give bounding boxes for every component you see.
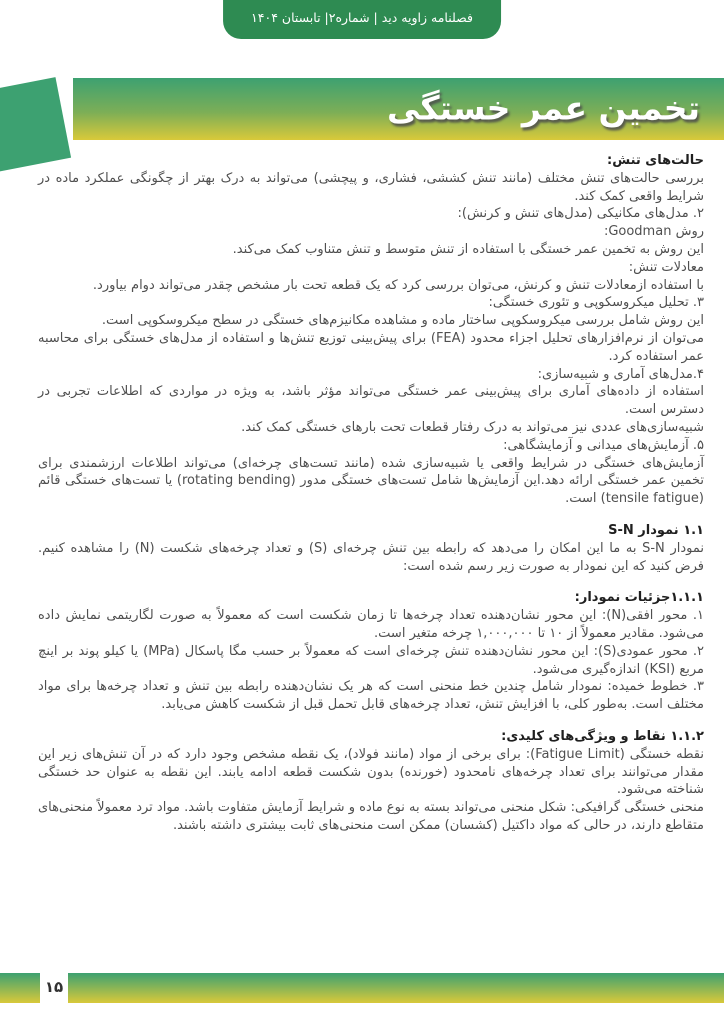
paragraph: ۳. خطوط خمیده: نمودار شامل چندین خط منحنی است که هر یک نشان‌دهنده رابطه بین تنش و تعداد چرخه‌ها برای مواد مختلف است. به‌طور کلی، با افزایش تنش، تعداد چرخه‌های قابل تحمل قبل از شکست کاهش می‌یابد. <box>38 679 704 713</box>
section-heading: ۱.۱.۱جزئیات نمودار: <box>574 590 704 606</box>
article-content <box>38 152 704 835</box>
paragraph: بررسی حالت‌های تنش مختلف (مانند تنش کششی، فشاری، و پیچشی) می‌تواند به درک بهتر از چگونگی عملکرد ماده در شرایط واقعی کمک کند. <box>38 170 704 204</box>
paragraph: روش Goodman: <box>603 224 704 240</box>
paragraph: می‌توان از نرم‌افزارهای تحلیل اجزاء محدود (FEA) برای پیش‌بینی توزیع تنش‌ها و استفاده از مدل‌های خستگی برای محاسبه عمر استفاده کرد. <box>38 330 704 364</box>
title-banner <box>73 78 724 140</box>
paragraph: نمودار S-N به ما این امکان را می‌دهد که رابطه بین تنش چرخه‌ای (S) و تعداد چرخه‌های شکست (N) را مشاهده کنیم. فرض کنید که این نمودار به صورت زیر رسم شده است: <box>38 540 704 574</box>
issue-badge: فصلنامه زاویه دید | شماره۲| تابستان ۱۴۰۴ <box>223 0 501 39</box>
paragraph: ۴.مدل‌های آماری و شبیه‌سازی: <box>537 366 704 382</box>
section-heading: ۱.۱.۲ نقاط و ویژگی‌های کلیدی: <box>501 728 704 744</box>
paragraph: نقطه خستگی (Fatigue Limit): برای برخی از مواد (مانند فولاد)، یک نقطه مشخص وجود دارد که در آن تنش‌های زیر این مقدار می‌توانند برای تعداد چرخه‌های نامحدود (خورنده) بدون شکست قطعه ادامه یابند. این نقطه به عنوان حد خستگی شناخته می‌شود. <box>38 746 704 798</box>
paragraph: این روش شامل بررسی میکروسکوپی ساختار ماده و مشاهده مکانیزم‌های خستگی در سطح میکروسکوپی است. <box>101 313 704 329</box>
paragraph: ۱. محور افقی(N): این محور نشان‌دهنده تعداد چرخه‌ها تا زمان شکست است که معمولاً به صورت لگاریتمی نمایش داده می‌شود. مقادیر معمولاً از ۱۰ تا ۱,۰۰۰,۰۰۰ چرخه متغیر است. <box>38 608 704 641</box>
paragraph: این روش به تخمین عمر خستگی با استفاده از تنش متوسط و تنش متناوب کمک می‌کند. <box>232 241 704 257</box>
paragraph: با استفاده ازمعادلات تنش و کرنش، می‌توان بررسی کرد که یک قطعه تحت بار مشخص چقدر می‌تواند دوام بیاورد. <box>92 277 704 293</box>
paragraph: ۵. آزمایش‌های میدانی و آزمایشگاهی: <box>503 437 704 453</box>
paragraph: ۲. مدل‌های مکانیکی (مدل‌های تنش و کرنش): <box>457 206 704 222</box>
paragraph: ۳. تحلیل میکروسکوپی و تئوری خستگی: <box>488 295 704 311</box>
section-heading: حالت‌های تنش: <box>607 153 704 168</box>
footer-bar-main <box>68 973 724 1003</box>
paragraph: شبیه‌سازی‌های عددی نیز می‌تواند به درک رفتار قطعات تحت بارهای خستگی کمک کند. <box>241 419 704 435</box>
footer-bar-left <box>0 973 40 1003</box>
page-number: ۱۵ <box>44 978 64 996</box>
page-title: تخمین عمر خستگی <box>386 88 700 128</box>
section-heading: ۱.۱ نمودار S-N <box>608 522 704 538</box>
paragraph: منحنی خستگی گرافیکی: شکل منحنی می‌تواند بسته به نوع ماده و شرایط آزمایش متفاوت باشد. مواد ترد معمولاً منحنی‌های متقاطع دارند، در حالی که مواد داکتیل (کشسان) ممکن است منحنی‌های ثابت بیشتری داشته باشند. <box>38 800 704 833</box>
paragraph: استفاده از داده‌های آماری برای پیش‌بینی عمر خستگی می‌تواند مؤثر باشد، به ویژه در مواردی که اطلاعات تجربی در دسترس است. <box>38 384 704 418</box>
paragraph: معادلات تنش: <box>628 259 704 275</box>
paragraph: آزمایش‌های خستگی در شرایط واقعی یا شبیه‌سازی شده (مانند تست‌های چرخه‌ای) می‌تواند اطلاعات ارزشمندی برای تخمین عمر خستگی ارائه دهد.این آزمایش‌ها شامل تست‌های خستگی مدور (rotating bending) یا تست‌های خستگی قائم (tensile fatigue) است. <box>38 455 704 507</box>
paragraph: ۲. محور عمودی(S): این محور نشان‌دهنده تنش چرخه‌ای است که معمولاً بر حسب مگا پاسکال (MPa) یا کیلو پوند بر اینچ مربع (KSI) اندازه‌گیری می‌شود. <box>38 643 704 677</box>
